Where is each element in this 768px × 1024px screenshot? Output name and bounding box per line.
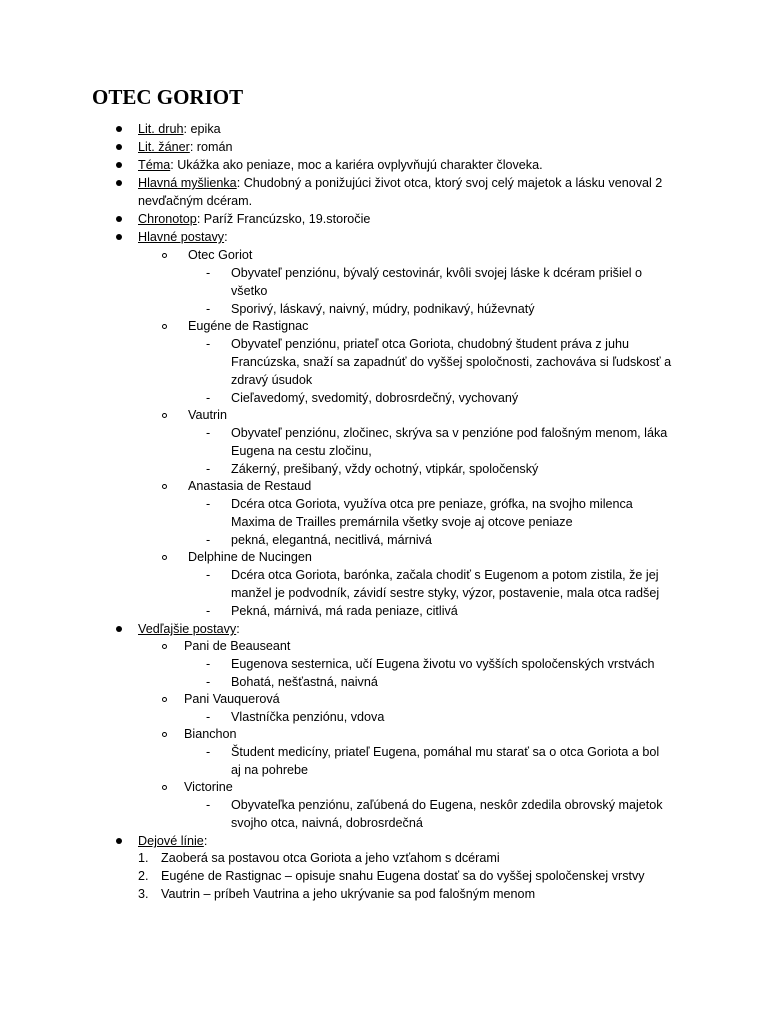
- dash-marker: -: [206, 675, 211, 689]
- item-label: Lit. druh: [138, 122, 184, 136]
- item-label: Vedľajšie postavy: [138, 622, 237, 636]
- character-detail: Zákerný, prešibaný, vždy ochotný, vtipkár, spoločenský: [231, 462, 539, 476]
- dash-marker: -: [206, 745, 211, 759]
- item-continuation: nevďačným dcéram.: [138, 194, 253, 208]
- list-number: 3.: [138, 887, 149, 901]
- character-detail: Eugenova sesternica, učí Eugena životu vo vyšších spoločenských vrstvách: [231, 657, 655, 671]
- dash-marker: -: [206, 391, 211, 405]
- character-name: Delphine de Nucingen: [188, 550, 312, 564]
- character-name: Eugéne de Rastignac: [188, 319, 309, 333]
- item-label: Dejové línie: [138, 834, 204, 848]
- item-hlavne-postavy: [138, 228, 228, 246]
- character-name: Pani Vauquerová: [184, 692, 280, 706]
- character-detail: svojho otca, naivná, dobrosrdečná: [231, 816, 423, 830]
- plot-line-text: Zaoberá sa postavou otca Goriota a jeho vzťahom s dcérami: [161, 851, 500, 865]
- character-detail: aj na pohrebe: [231, 763, 309, 777]
- character-name: Bianchon: [184, 727, 237, 741]
- item-label: Chronotop: [138, 212, 197, 226]
- item-value: :: [236, 622, 240, 636]
- character-detail: Obyvateľka penziónu, zaľúbená do Eugena, neskôr zdedila obrovský majetok: [231, 798, 663, 812]
- dash-marker: -: [206, 568, 211, 582]
- item-value: :: [203, 834, 208, 848]
- character-name: Anastasia de Restaud: [188, 479, 312, 493]
- item-label: Téma: [138, 158, 171, 172]
- character-name: Victorine: [184, 780, 233, 794]
- bullet-dot: [116, 838, 122, 844]
- sub-bullet-circle: [162, 555, 167, 560]
- sub-bullet-circle: [162, 644, 167, 649]
- item-value: : Chudobný a ponižujúci život otca, ktorý svoj celý majetok a lásku venoval 2: [236, 176, 663, 190]
- item-lit-druh: [138, 120, 221, 138]
- character-detail: Francúzska, snaží sa zapadnúť do vyššej spoločnosti, zachováva si ľudskosť a: [231, 355, 672, 369]
- dash-marker: -: [206, 798, 211, 812]
- character-detail: zdravý úsudok: [231, 373, 313, 387]
- dash-marker: -: [206, 533, 211, 547]
- character-name: Otec Goriot: [188, 248, 253, 262]
- dash-marker: -: [206, 462, 211, 476]
- item-dejove-linie: [138, 832, 207, 850]
- list-number: 2.: [138, 869, 149, 883]
- item-vedlajsie-postavy: [138, 620, 240, 638]
- bullet-dot: [116, 162, 122, 168]
- plot-line-text: Eugéne de Rastignac – opisuje snahu Eugena dostať sa do vyššej spoločenskej vrstvy: [161, 869, 645, 883]
- dash-marker: -: [206, 337, 211, 351]
- character-detail: všetko: [231, 284, 268, 298]
- item-label: Hlavné postavy: [138, 230, 225, 244]
- item-value: :: [224, 230, 228, 244]
- character-detail: Cieľavedomý, svedomitý, dobrosrdečný, vychovaný: [231, 391, 519, 405]
- dash-marker: -: [206, 497, 211, 511]
- character-detail: Sporivý, láskavý, naivný, múdry, podnikavý, húževnatý: [231, 302, 535, 316]
- bullet-dot: [116, 144, 122, 150]
- list-number: 1.: [138, 851, 149, 865]
- item-label: Lit. žáner: [138, 140, 190, 154]
- item-value: : Ukážka ako peniaze, moc a kariéra ovplyvňujú charakter človeka.: [170, 158, 543, 172]
- document-title: OTEC GORIOT: [92, 85, 244, 109]
- item-value: : Paríž Francúzsko, 19.storočie: [196, 212, 371, 226]
- sub-bullet-circle: [162, 484, 167, 489]
- sub-bullet-circle: [162, 732, 167, 737]
- bullet-dot: [116, 626, 122, 632]
- character-detail: Bohatá, nešťastná, naivná: [231, 675, 378, 689]
- character-detail: Maxima de Trailles premárnila všetky svoje aj otcove peniaze: [231, 515, 573, 529]
- dash-marker: -: [206, 657, 211, 671]
- dash-marker: -: [206, 426, 211, 440]
- item-lit-zaner: [138, 138, 233, 156]
- character-detail: Obyvateľ penziónu, zločinec, skrýva sa v penzióne pod falošným menom, láka: [231, 426, 668, 440]
- plot-line-text: Vautrin – príbeh Vautrina a jeho ukrývanie sa pod falošným menom: [161, 887, 536, 901]
- item-hlavna-myslienka: [138, 174, 662, 192]
- character-detail: Eugena na cestu zločinu,: [231, 444, 372, 458]
- character-detail: Vlastníčka penziónu, vdova: [231, 710, 385, 724]
- item-tema: [138, 156, 543, 174]
- character-detail: Obyvateľ penziónu, bývalý cestovinár, kvôli svojej láske k dcéram prišiel o: [231, 266, 643, 280]
- sub-bullet-circle: [162, 324, 167, 329]
- item-value: : epika: [183, 122, 221, 136]
- dash-marker: -: [206, 302, 211, 316]
- sub-bullet-circle: [162, 697, 167, 702]
- dash-marker: -: [206, 710, 211, 724]
- item-label: Hlavná myšlienka: [138, 176, 237, 190]
- character-detail: Študent medicíny, priateľ Eugena, pomáhal mu starať sa o otca Goriota a bol: [231, 745, 660, 759]
- item-value: : román: [189, 140, 233, 154]
- character-detail: Dcéra otca Goriota, využíva otca pre peniaze, grófka, na svojho milenca: [231, 497, 633, 511]
- character-detail: pekná, elegantná, necitlivá, márnivá: [231, 533, 432, 547]
- character-detail: Obyvateľ penziónu, priateľ otca Goriota, chudobný študent práva z juhu: [231, 337, 629, 351]
- dash-marker: -: [206, 604, 211, 618]
- item-chronotop: [138, 210, 370, 228]
- sub-bullet-circle: [162, 785, 167, 790]
- character-detail: Dcéra otca Goriota, barónka, začala chodiť s Eugenom a potom zistila, že jej: [231, 568, 659, 582]
- sub-bullet-circle: [162, 253, 167, 258]
- character-name: Vautrin: [188, 408, 227, 422]
- bullet-dot: [116, 126, 122, 132]
- character-detail: manžel je podvodník, závidí sestre styky, výzor, postavenie, mala otca radšej: [231, 586, 660, 600]
- bullet-dot: [116, 234, 122, 240]
- character-name: Pani de Beauseant: [184, 639, 291, 653]
- dash-marker: -: [206, 266, 211, 280]
- character-detail: Pekná, márnivá, má rada peniaze, citlivá: [231, 604, 458, 618]
- bullet-dot: [116, 180, 122, 186]
- sub-bullet-circle: [162, 413, 167, 418]
- bullet-dot: [116, 216, 122, 222]
